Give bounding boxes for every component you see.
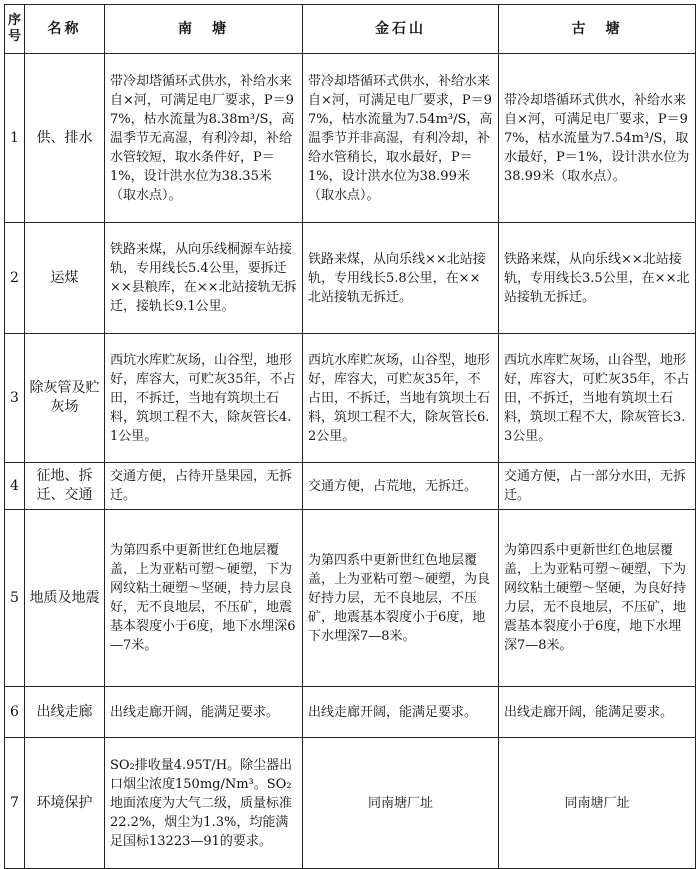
cell-gutang: 交通方便，占一部分水田，无拆迁。: [499, 463, 696, 510]
table-row: [5, 463, 696, 510]
cell-jinshishan: 交通方便，占荒地，无拆迁。: [303, 463, 499, 510]
table-row: [5, 687, 696, 738]
row-number: 5: [5, 510, 25, 687]
cell-jinshishan: 为第四系中更新世红色地层覆盖，上为亚粘可塑～硬塑，为良好持力层，无不良地层，不压矿，地震基本裂度小于6度，地下水埋深7—8米。: [303, 510, 499, 687]
row-number: 6: [5, 687, 25, 738]
cell-jinshishan: 西坑水库贮灰场，山谷型，地形好，库容大，可贮灰35年，不占田，不拆迁，当地有筑坝土石料，筑坝工程不大，除灰管长6.2公里。: [303, 334, 499, 463]
cell-gutang: 同南塘厂址: [499, 738, 696, 869]
row-name: 出线走廊: [25, 687, 105, 738]
header-name: 名称: [25, 5, 105, 54]
header-seq: 序号: [5, 5, 25, 54]
cell-jinshishan: 铁路来煤，从向乐线××北站接轨，专用线长5.8公里，在××北站接轨无拆迁。: [303, 223, 499, 334]
cell-nantang: SO₂排收量4.95T/H。除尘器出口烟尘浓度150mg/Nm³。SO₂地面浓度为大气二级，质量标准22.2%，烟尘为1.3%，均能满足国标13223—91的要求。: [105, 738, 303, 869]
row-number: 7: [5, 738, 25, 869]
header-site-gutang: 古 塘: [499, 5, 696, 54]
table-row: [5, 223, 696, 334]
header-site-jinshishan: 金石山: [303, 5, 499, 54]
table-row: [5, 334, 696, 463]
cell-nantang: 铁路来煤，从向乐线桐源车站接轨，专用线长5.4公里，要拆迁××县粮库，在××北站接轨无拆迁，接轨长9.1公里。: [105, 223, 303, 334]
row-name: 地质及地震: [25, 510, 105, 687]
cell-gutang: 带冷却塔循环式供水，补给水来自×河，可满足电厂要求，P＝97%，枯水流量为7.54m³/S，取水最好，P＝1%，设计洪水位为38.99米（取水点）。: [499, 54, 696, 223]
cell-nantang: 出线走廊开阔，能满足要求。: [105, 687, 303, 738]
row-number: 4: [5, 463, 25, 510]
cell-jinshishan: 同南塘厂址: [303, 738, 499, 869]
cell-gutang: 铁路来煤，从向乐线××北站接轨，专用线长3.5公里，在××北站接轨无拆迁。: [499, 223, 696, 334]
cell-gutang: 为第四系中更新世红色地层覆盖，上为亚粘可塑～硬塑，下为网纹粘土硬塑～坚硬，为良好持力层，无不良地层，不压矿，地震基本裂度小于6度，地下水埋深7—8米。: [499, 510, 696, 687]
row-number: 3: [5, 334, 25, 463]
table-row: [5, 738, 696, 869]
header-row: [5, 5, 696, 54]
row-name: 环境保护: [25, 738, 105, 869]
row-name: 征地、拆迁、交通: [25, 463, 105, 510]
table-row: [5, 54, 696, 223]
row-name: 除灰管及贮灰场: [25, 334, 105, 463]
row-name: 运煤: [25, 223, 105, 334]
cell-nantang: 为第四系中更新世红色地层覆盖，上为亚粘可塑～硬塑，下为网纹粘土硬塑～坚硬，持力层良好，无不良地层，不压矿，地震基本裂度小于6度，地下水埋深6—7米。: [105, 510, 303, 687]
cell-jinshishan: 带冷却塔循环式供水，补给水来自×河，可满足电厂要求，P＝97%，枯水流量为7.54m³/S，高温季节并非高湿，有利冷却，补给水管稍长，取水最好，P＝1%，设计洪水位为38.99米（取水点）。: [303, 54, 499, 223]
table-row: [5, 510, 696, 687]
cell-gutang: 出线走廊开阔，能满足要求。: [499, 687, 696, 738]
cell-nantang: 带冷却塔循环式供水，补给水来自×河，可满足电厂要求，P＝97%，枯水流量为8.38m³/S，高温季节无高湿，有利冷却，补给水管较短，取水条件好，P＝1%，设计洪水位为38.35米（取水点）。: [105, 54, 303, 223]
cell-gutang: 西坑水库贮灰场，山谷型，地形好，库容大，可贮灰35年，不占田，不拆迁，当地有筑坝土石料，筑坝工程不大，除灰管长3.3公里。: [499, 334, 696, 463]
cell-jinshishan: 出线走廊开阔，能满足要求。: [303, 687, 499, 738]
row-name: 供、排水: [25, 54, 105, 223]
row-number: 2: [5, 223, 25, 334]
header-site-nantang: 南 塘: [105, 5, 303, 54]
cell-nantang: 西坑水库贮灰场，山谷型，地形好，库容大，可贮灰35年，不占田，不拆迁，当地有筑坝土石料，筑坝工程不大，除灰管长4.1公里。: [105, 334, 303, 463]
row-number: 1: [5, 54, 25, 223]
site-comparison-table: [4, 4, 696, 869]
cell-nantang: 交通方便，占待开垦果园，无拆迁。: [105, 463, 303, 510]
